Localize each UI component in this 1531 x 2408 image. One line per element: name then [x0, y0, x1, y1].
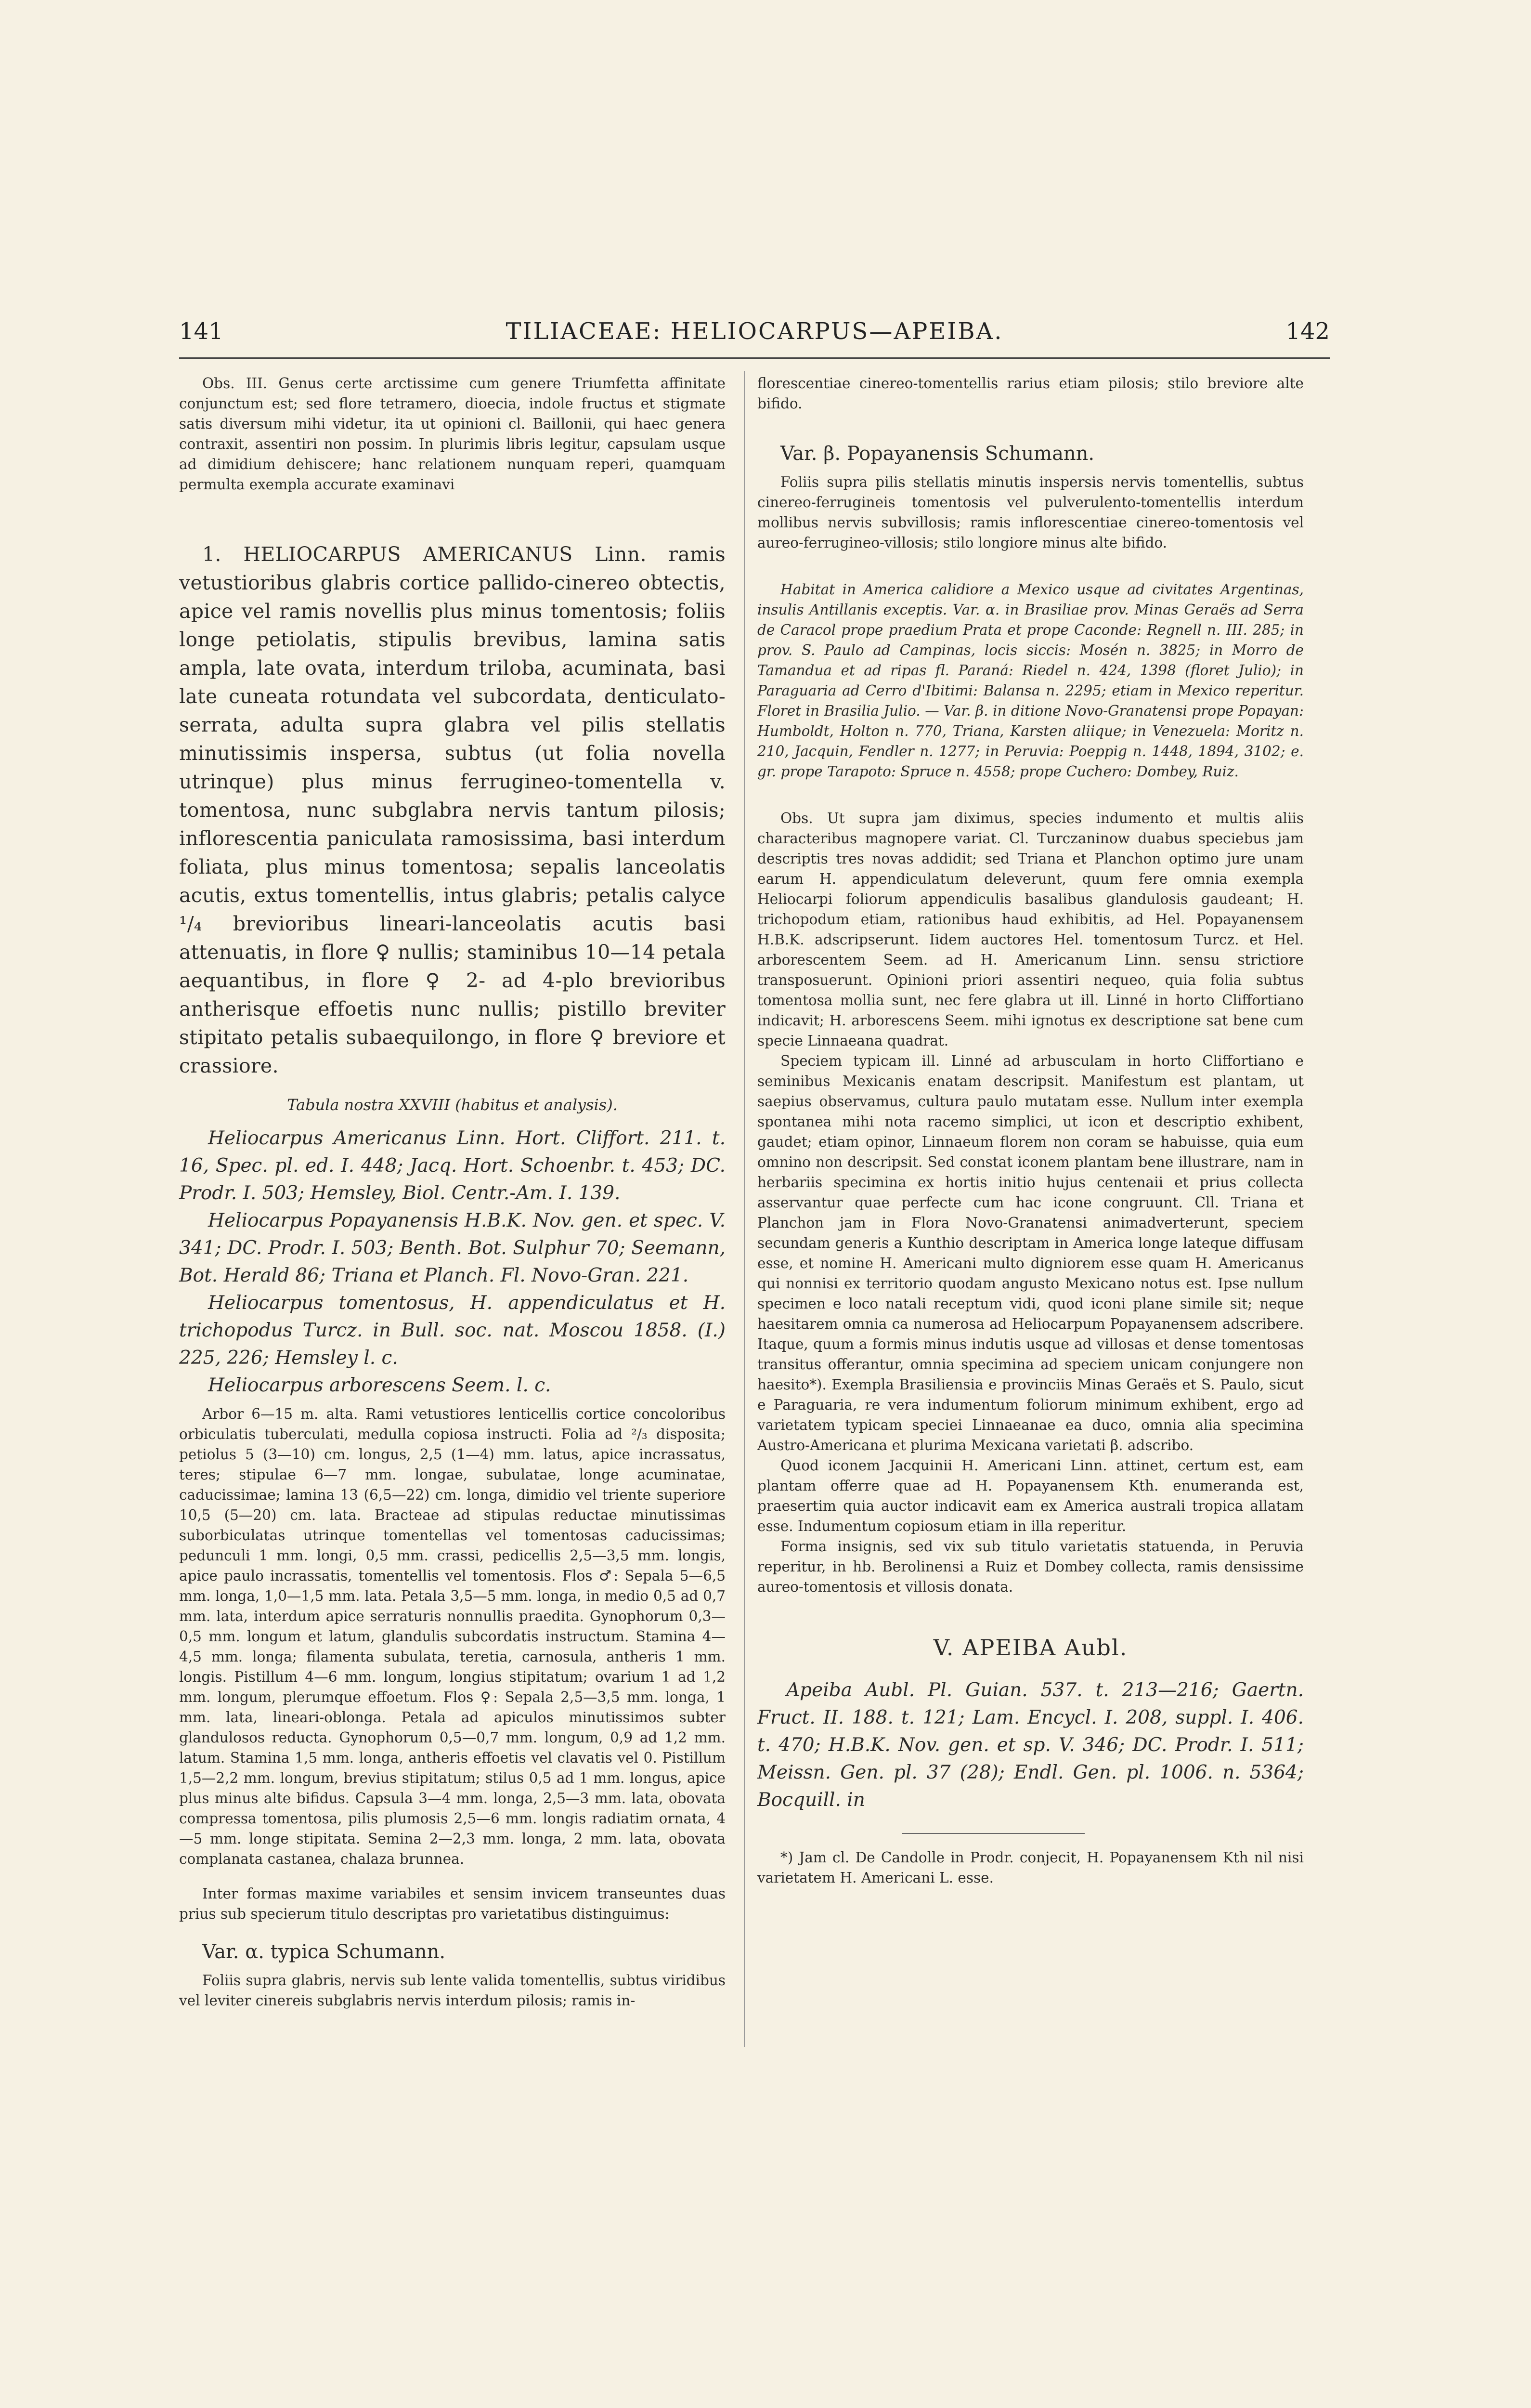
observation-paragraph-3: Quod iconem Jacquinii H. Americani Linn. attinet, certum est, eam plantam offerre quae ad H. Popayanensem Kth. enumeranda est, praesertim quia auctor indicavit eam ex America australi tropica allatam esse. Indumentum copiosum etiam in illa reperitur. — [757, 1457, 1304, 1534]
habitat-paragraph: Habitat in America calidiore a Mexico usque ad civitates Argentinas, insulis Antillanis exceptis. Var. α. in Brasiliae prov. Minas Geraës ad Serra de Caracol prope praedium Prata et prope Caconde: Regnell n. III. 285; in prov. S. Paulo ad Campinas, locis siccis: Mosén n. 3825; in Morro de Tamandua et ad ripas fl. Paraná: Riedel n. 424, 1398 (floret Julio); in Paraguaria ad Cerro d'Ibitimi: Balansa n. 2295; etiam in Mexico reperitur. Floret in Brasilia Julio. — Var. β. in ditione Novo-Granatensi prope Popayan: Humboldt, Holton n. 770, Triana, Karsten aliique; in Venezuela: Moritz n. 210, Jacquin, Fendler n. 1277; in Peruvia: Poeppig n. 1448, 1894, 3102; e. gr. prope Tarapoto: Spruce n. 4558; prope Cuchero: Dombey, Ruiz. — [757, 581, 1304, 780]
observation-paragraph-1: Obs. Ut supra jam diximus, species indumento et multis aliis characteribus magnopere variat. Cl. Turczaninow duabus speciebus jam descriptis tres novas addidit; sed Triana et Planchon optimo jure unam earum H. appendiculatum deleverunt, quum fere omnia exempla Heliocarpi foliorum appendiculis basalibus glandulosis gaudeant; H. trichopodum etiam, rationibus haud exhibitis, ad Hel. Popayanensem H.B.K. adscripserunt. Iidem auctores Hel. tomentosum Turcz. et Hel. arborescentem Seem. ad H. Americanum Linn. sensu strictiore transposuerunt. Opinioni priori assentiri nequeo, quia folia subtus tomentosa mollia sunt, nec fere glabra ut ill. Linné in horto Cliffortiano indicavit; H. arborescens Seem. mihi ignotus ex descriptione sat bene cum specie Linnaeana quadrat. — [757, 810, 1304, 1049]
left-column — [179, 373, 726, 2011]
synonym-2: Heliocarpus Popayanensis H.B.K. Nov. gen. et spec. V. 341; DC. Prodr. I. 503; Benth. Bot. Sulphur 70; Seemann, Bot. Herald 86; Triana et Planch. Fl. Novo-Gran. 221. — [179, 1210, 726, 1286]
running-header — [179, 307, 1330, 351]
varieties-intro: Inter formas maxime variabiles et sensim invicem transeuntes duas prius sub specierum titulo descriptas pro varietatibus distinguimus: — [179, 1885, 726, 1922]
variety-beta-text: Foliis supra pilis stellatis minutis inspersis nervis tomentellis, subtus cinereo-ferrugineis tomentosis vel pulverulento-tomentellis interdum mollibus nervis subvillosis; ramis inflorescentiae cinereo-tomentosis vel aureo-ferrugineo-villosis; stilo longiore minus alte bifido. — [757, 474, 1304, 551]
footnote: *) Jam cl. De Candolle in Prodr. conjecit, H. Popayanensem Kth nil nisi varietatem H. Americani L. esse. — [757, 1849, 1304, 1886]
footnote-rule — [902, 1833, 1085, 1834]
page-number-left: 141 — [179, 318, 223, 345]
section-heading-apeiba: V. APEIBA Aubl. — [933, 1635, 1128, 1661]
variety-alpha-continued: florescentiae cinereo-tomentellis rarius etiam pilosis; stilo breviore alte bifido. — [757, 375, 1304, 412]
morphological-description: Arbor 6—15 m. alta. Rami vetustiores lenticellis corticе concoloribus orbiculatis tuberculati, medulla copiosa instructi. Folia ad ²/₃ disposita; petiolus 5 (3—10) cm. longus, 2,5 (1—4) mm. latus, apice incrassatus, teres; stipulae 6—7 mm. longae, subulatae, longe acuminatae, caducissimae; lamina 13 (6,5—22) cm. longa, dimidio vel triente superiore 10,5 (5—20) cm. lata. Bracteae ad stipulas reductae minutissimas suborbiculatas utrinque tomentellas vel tomentosas caducissimas; pedunculi 1 mm. longi, 0,5 mm. crassi, pedicellis 2,5—3,5 mm. longis, apice paulo incrassatis, tomentellis vel tomentosis. Flos ♂: Sepala 5—6,5 mm. longa, 1,0—1,5 mm. lata. Petala 3,5—5 mm. longa, in medio 0,5 ad 0,7 mm. lata, interdum apice serraturis nonnullis praedita. Gynophorum 0,3—0,5 mm. longum et latum, glandulis subcordatis instructum. Stamina 4—4,5 mm. longa; filamenta subulata, teretia, carnosula, antheris 1 mm. longis. Pistillum 4—6 mm. longum, longius stipitatum; ovarium 1 ad 1,2 mm. longum, plerumque effoetum. Flos ♀: Sepala 2,5—3,5 mm. longa, 1 mm. lata, lineari-oblonga. Petala ad apiculos minutissimos subter glandulosos reducta. Gynophorum 0,5—0,7 mm. longum, 0,9 ad 1,2 mm. latum. Stamina 1,5 mm. longa, antheris effoetis vel clavatis vel 0. Pistillum 1,5—2,2 mm. longum, brevius stipitatum; stilus 0,5 ad 1 mm. longus, apice plus minus alte bifidus. Capsula 3—4 mm. longa, 2,5—3 mm. lata, obovata compressa tomentosa, pilis plumosis 2,5—6 mm. longis radiatim ornata, 4—5 mm. longe stipitata. Semina 2—2,3 mm. longa, 2 mm. lata, obovata complanata castanea, chalaza brunnea. — [179, 1406, 726, 1867]
observation-paragraph-2: Speciem typicam ill. Linné ad arbusculam in horto Cliffortiano e seminibus Mexicanis enatam descripsit. Manifestum est plantam, ut saepius observamus, cultura paulo mutatam esse. Nullum inter exempla spontanea mihi nota racemo simplici, ut icon et descriptio exhibent, gaudet; etiam opinor, Linnaeum florem non coram se habuisse, quia eum omnino non descripsit. Sed constat iconem plantam bene illustrare, nam in herbariis specimina ex hortis initio hujus centenaii et prius collecta asservantur quae perfecte cum hac icone congruunt. Cll. Triana et Planchon jam in Flora Novo-Granatensi animadverterunt, speciem secundam generis a Kunthio descriptam in America longe lateque diffusam esse, et nomine H. Americani multo digniorem esse quam H. Americanus qui nonnisi ex territorio quodam angusto Mexicano notus est. Ipse nullum specimen e loco natali receptum vidi, quod iconi plane simile sit; neque haesitarem omnia ca numerosa ad Heliocarpum Popayanensem adscribere. Itaque, quum a formis minus indutis usque ad villosas et dense tomentosas transitus offerantur, omnia specimina ad speciem unicam conjungere non haesito*). Exempla Brasiliensia e provinciis Minas Geraës et S. Paulo, sicut e Paraguaria, re vera indumentum foliorum minimum exhibent, ergo ad varietatem typicam speciei Linnaeanae ea duco, omnia alia specimina Austro-Americana et plurima Mexicana varietati β. adscribo. — [757, 1053, 1304, 1453]
right-column — [757, 373, 1304, 1888]
column-divider — [744, 371, 745, 2047]
apeiba-citation: Apeiba Aubl. Pl. Guian. 537. t. 213—216; Gaertn. Fruct. II. 188. t. 121; Lam. Encycl. I. 208, suppl. I. 406. t. 470; H.B.K. Nov. gen. et sp. V. 346; DC. Prodr. I. 511; Meissn. Gen. pl. 37 (28); Endl. Gen. pl. 1006. n. 5364; Bocquill. in — [757, 1679, 1304, 1811]
synonym-3: Heliocarpus tomentosus, H. appendiculatus et H. trichopodus Turcz. in Bull. soc. nat. Moscou 1858. (I.) 225, 226; Hemsley l. c. — [179, 1292, 726, 1369]
species-description: 1. HELIOCARPUS AMERICANUS Linn. ramis vetustioribus glabris cortice pallido-cinereo obtectis, apice vel ramis novellis plus minus tomentosis; foliis longe petiolatis, stipulis brevibus, lamina satis ampla, late ovata, interdum triloba, acuminata, basi late cuneata rotundata vel subcordata, denticulato-serrata, adulta supra glabra vel pilis stellatis minutissimis inspersa, subtus (ut folia novella utrinque) plus minus ferrugineo-tomentella v. tomentosa, nunc subglabra nervis tantum pilosis; inflorescentia paniculata ramosissima, basi interdum foliata, plus minus tomentosa; sepalis lanceolatis acutis, extus tomentellis, intus glabris; petalis calyce ¹/₄ brevioribus lineari-lanceolatis acutis basi attenuatis, in flore ♀ nullis; staminibus 10—14 petala aequantibus, in flore ♀ 2- ad 4-plo brevioribus antherisque effoetis nunc nullis; pistillo breviter stipitato petalis subaequilongo, in flore ♀ breviore et crassiore. — [179, 543, 726, 1077]
running-title: TILIACEAE: HELIOCARPUS—APEIBA. — [506, 318, 1003, 345]
synonym-1: Heliocarpus Americanus Linn. Hort. Cliffort. 211. t. 16, Spec. pl. ed. I. 448; Jacq. Hort. Schoenbr. t. 453; DC. Prodr. I. 503; Hemsley, Biol. Centr.-Am. I. 139. — [179, 1127, 726, 1204]
variety-alpha-text: Foliis supra glabris, nervis sub lente valida tomentellis, subtus viridibus vel leviter cinereis subglabris nervis interdum pilosis; ramis in- — [179, 1972, 726, 2009]
variety-alpha-heading: Var. α. typica Schumann. — [202, 1941, 446, 1963]
plate-reference: Tabula nostra XXVIII (habitus et analysis). — [287, 1096, 618, 1114]
synonym-4: Heliocarpus arborescens Seem. l. c. — [208, 1374, 551, 1396]
page-number-right: 142 — [1285, 318, 1330, 345]
observation-3: Obs. III. Genus certe arctissime cum genere Triumfetta affinitate conjunctum est; sed flore tetramero, dioecia, indole fructus et stigmate satis diversum mihi videtur, ita ut opinioni cl. Baillonii, qui haec genera contraxit, assentiri non possim. In plurimis libris legitur, capsulam usque ad dimidium dehiscere; hanc relationem nunquam reperi, quamquam permulta exempla accurate examinavi — [179, 375, 726, 493]
observation-paragraph-4: Forma insignis, sed vix sub titulo varietatis statuenda, in Peruvia reperitur, in hb. Berolinensi a Ruiz et Dombey collecta, ramis densissime aureo-tomentosis et villosis donata. — [757, 1538, 1304, 1595]
header-rule — [179, 357, 1330, 359]
variety-beta-heading: Var. β. Popayanensis Schumann. — [780, 443, 1095, 465]
